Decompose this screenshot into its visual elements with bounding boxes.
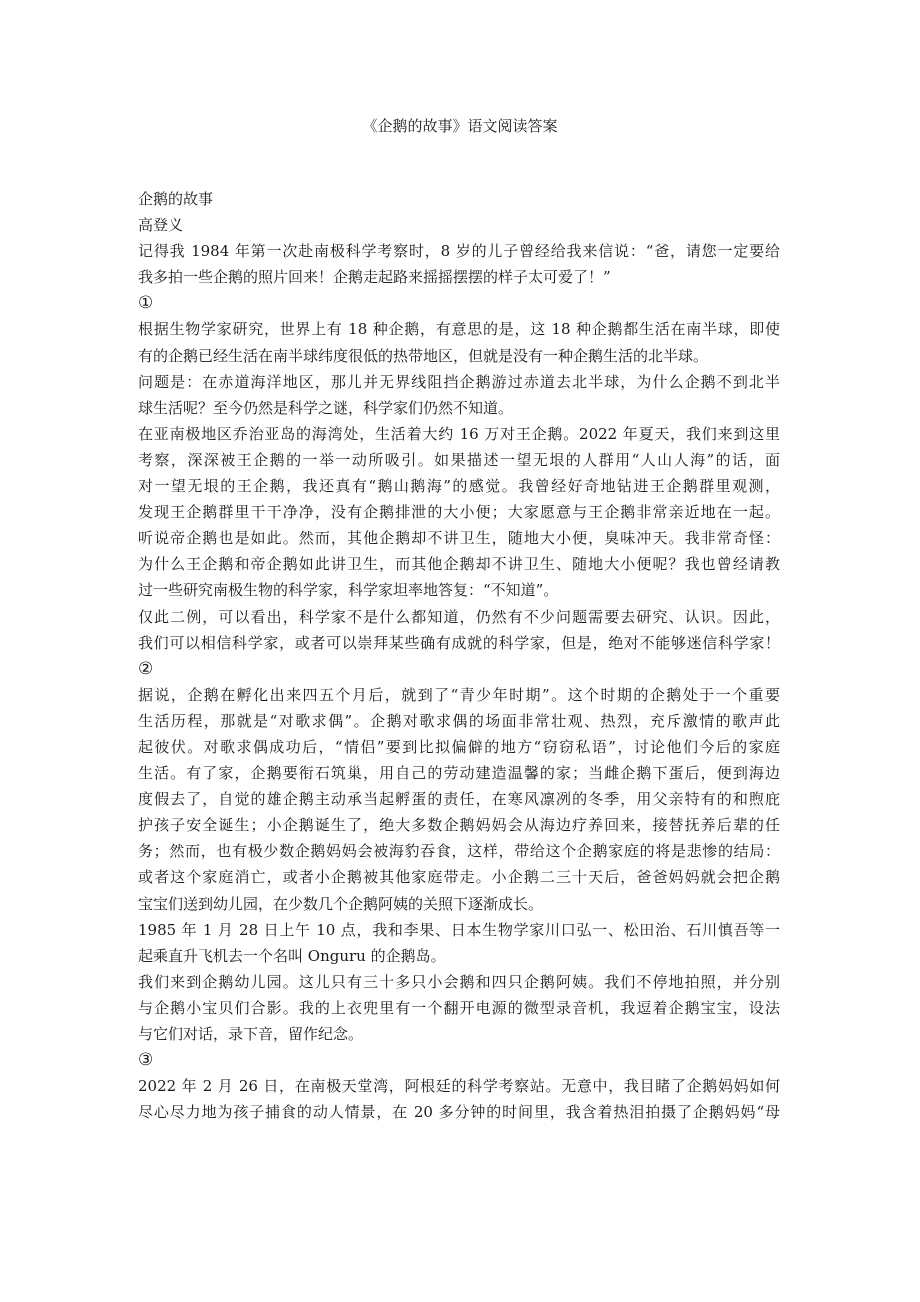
text-line: 发现王企鹅群里干干净净，没有企鹅排泄的大小便；大家愿意与王企鹅非常亲近地在一起。 bbox=[138, 503, 780, 522]
author-name: 高登义 bbox=[138, 216, 184, 235]
text-line: 或者这个家庭消亡，或者小企鹅被其他家庭带走。小企鹅二三十天后，爸爸妈妈就会把企鹅 bbox=[138, 868, 780, 887]
text-line: 我们来到企鹅幼儿园。这儿只有三十多只小会鹅和四只企鹅阿姨。我们不停地拍照，并分别 bbox=[138, 972, 780, 991]
text-line: 与企鹅小宝贝们合影。我的上衣兜里有一个翻开电源的微型录音机，我逗着企鹅宝宝，设法 bbox=[138, 998, 780, 1017]
text-line: 考察，深深被王企鹅的一举一动所吸引。如果描述一望无垠的人群用“人山人海”的话，面 bbox=[138, 450, 780, 469]
section-marker: ③ bbox=[138, 1050, 154, 1071]
text-line: 记得我 1984 年第一次赴南极科学考察时，8 岁的儿子曾经给我来信说：“爸，请您一定要给 bbox=[138, 242, 780, 261]
text-line: 生活。有了家，企鹅要衔石筑巢，用自己的劳动建造温馨的家；当雌企鹅下蛋后，便到海边 bbox=[138, 764, 780, 783]
text-line: 球生活呢？至今仍然是科学之谜，科学家们仍然不知道。 bbox=[138, 398, 514, 417]
text-line: 护孩子安全诞生；小企鹅诞生了，绝大多数企鹅妈妈会从海边疗养回来，接替抚养后辈的任 bbox=[138, 816, 780, 835]
text-line: 根据生物学家研究，世界上有 18 种企鹅，有意思的是，这 18 种企鹅都生活在南半球，即使 bbox=[138, 320, 780, 339]
text-line: 为什么王企鹅和帝企鹅如此讲卫生，而其他企鹅却不讲卫生、随地大小便呢？我也曾经请教 bbox=[138, 555, 780, 574]
text-line: 宝宝们送到幼儿园，在少数几个企鹅阿姨的关照下逐渐成长。 bbox=[138, 894, 544, 913]
text-line: 2022 年 2 月 26 日，在南极天堂湾，阿根廷的科学考察站。无意中，我目睹了企鹅妈妈如何 bbox=[138, 1077, 780, 1096]
text-line: 务；然而，也有极少数企鹅妈妈会被海豹吞食，这样，带给这个企鹅家庭的将是悲惨的结局： bbox=[138, 842, 780, 861]
text-line: 在亚南极地区乔治亚岛的海湾处，生活着大约 16 万对王企鹅。2022 年夏天，我们来到这里 bbox=[138, 424, 780, 443]
text-line: 度假去了，自觉的雄企鹅主动承当起孵蛋的责任，在寒风凛冽的冬季，用父亲特有的和煦庇 bbox=[138, 790, 780, 809]
document-title: 《企鹅的故事》语文阅读答案 bbox=[362, 117, 558, 135]
text-line: 过一些研究南极生物的科学家，科学家坦率地答复：“不知道”。 bbox=[138, 581, 559, 600]
text-line: 问题是：在赤道海洋地区，那儿并无界线阻挡企鹅游过赤道去北半球，为什么企鹅不到北半 bbox=[138, 372, 780, 391]
text-line: 与它们对话，录下音，留作纪念。 bbox=[138, 1025, 364, 1043]
text-line: 1985 年 1 月 28 日上午 10 点，我和李果、日本生物学家川口弘一、松田治、石川慎吾等一 bbox=[138, 920, 780, 939]
text-line: 起乘直升飞机去一个名叫 Onguru 的企鹅岛。 bbox=[138, 946, 446, 965]
text-line: 据说，企鹅在孵化出来四五个月后，就到了“青少年时期”。这个时期的企鹅处于一个重要 bbox=[138, 685, 780, 704]
article-body bbox=[138, 186, 788, 1125]
text-line: 生活历程，那就是“对歌求偶”。企鹅对歌求偶的场面非常壮观、热烈，充斥激情的歌声此 bbox=[138, 711, 780, 730]
text-line: 有的企鹅已经生活在南半球纬度很低的热带地区，但就是没有一种企鹅生活的北半球。 bbox=[138, 346, 709, 365]
article-heading: 企鹅的故事 bbox=[138, 190, 214, 208]
text-line: 仅此二例，可以看出，科学家不是什么都知道，仍然有不少问题需要去研究、认识。因此， bbox=[138, 607, 780, 626]
text-line: 起彼伏。对歌求偶成功后，“情侣”要到比拟偏僻的地方“窃窃私语”，讨论他们今后的家庭 bbox=[138, 737, 780, 756]
section-marker: ① bbox=[138, 293, 154, 314]
text-line: 我们可以相信科学家，或者可以崇拜某些确有成就的科学家，但是，绝对不能够迷信科学家！ bbox=[138, 633, 780, 652]
section-marker: ② bbox=[138, 658, 154, 679]
text-line: 我多拍一些企鹅的照片回来！企鹅走起路来摇摇摆摆的样子太可爱了！” bbox=[138, 268, 611, 287]
text-line: 听说帝企鹅也是如此。然而，其他企鹅却不讲卫生，随地大小便，臭味冲天。我非常奇怪： bbox=[138, 529, 780, 548]
text-line: 尽心尽力地为孩子捕食的动人情景，在 20 多分钟的时间里，我含着热泪拍摄了企鹅妈妈“母 bbox=[138, 1103, 780, 1122]
text-line: 对一望无垠的王企鹅，我还真有“鹅山鹅海”的感觉。我曾经好奇地钻进王企鹅群里观测， bbox=[138, 477, 780, 496]
